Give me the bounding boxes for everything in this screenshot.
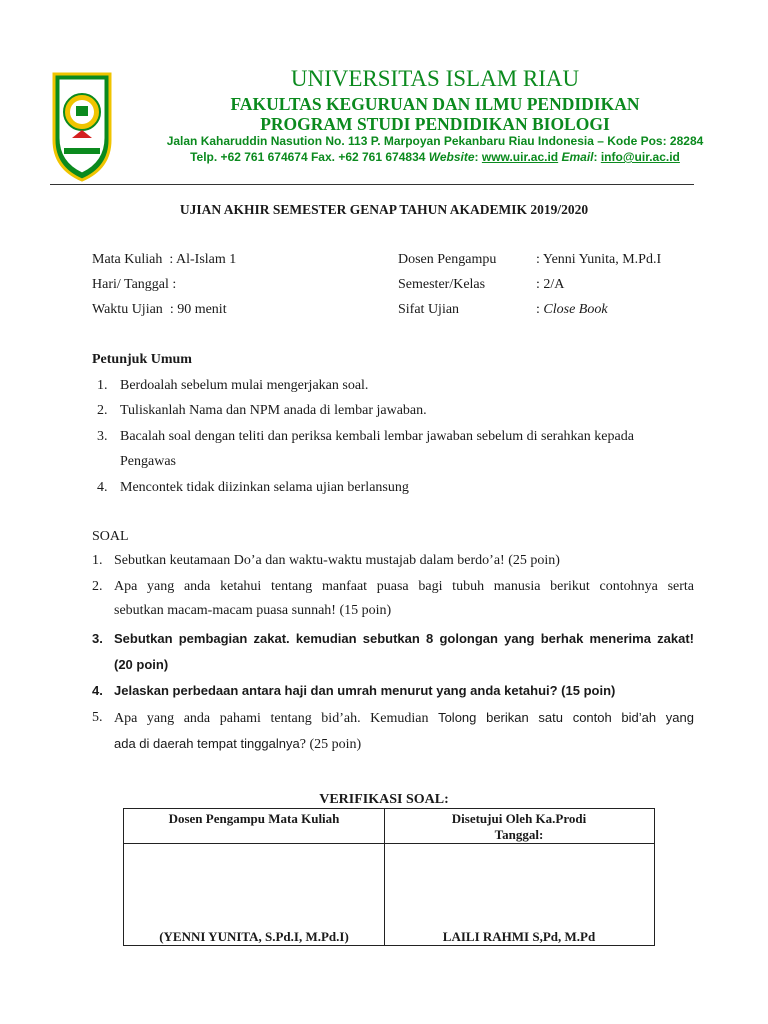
contact-line: Telp. +62 761 674674 Fax. +62 761 674834 Website: www.uir.ac.id Email: info@uir.ac.id [190, 150, 680, 164]
instruction-number: 2. [97, 403, 108, 418]
verification-left-header: Dosen Pengampu Mata Kuliah [168, 811, 340, 826]
instruction-item: Tuliskanlah Nama dan NPM anada di lembar jawaban. [120, 403, 427, 418]
info-sifat-label: Sifat Ujian [398, 302, 460, 317]
question-text-cont: sebutkan macam-macam puasa sunnah! (15 poin) [114, 603, 392, 618]
address-line: Jalan Kaharuddin Nasution No. 113 P. Marpoyan Pekanbaru Riau Indonesia – Kode Pos: 28284 [166, 134, 704, 148]
email-link[interactable]: info@uir.ac.id [600, 150, 680, 164]
question-text: Sebutkan pembagian zakat. kemudian sebutkan 8 golongan yang berhak menerima zakat! [114, 631, 694, 646]
instruction-item: Berdoalah sebelum mulai mengerjakan soal. [120, 378, 369, 393]
question-number: 3. [92, 631, 103, 646]
website-link[interactable]: www.uir.ac.id [481, 150, 559, 164]
instruction-number: 4. [97, 480, 108, 495]
question-text: Sebutkan keutamaan Do’a dan waktu-waktu mustajab dalam berdo’a! (25 poin) [114, 553, 560, 568]
info-dosen-value: : Yenni Yunita, M.Pd.I [536, 252, 662, 267]
questions-heading: SOAL [92, 529, 129, 544]
instruction-number: 1. [97, 378, 108, 393]
verification-title: VERIFIKASI SOAL: [319, 792, 449, 807]
info-dosen-label: Dosen Pengampu [398, 252, 497, 267]
instruction-number: 3. [97, 429, 108, 444]
verification-kaprodi-name: LAILI RAHMI S,Pd, M.Pd [442, 929, 596, 944]
info-sifat-value: : Close Book [536, 302, 608, 317]
info-hari-tanggal: Hari/ Tanggal : [92, 277, 177, 292]
uir-crest-logo [50, 70, 114, 182]
question-number: 5. [92, 710, 103, 725]
instructions-heading: Petunjuk Umum [92, 352, 192, 367]
university-name: UNIVERSITAS ISLAM RIAU [290, 66, 580, 91]
instruction-item-cont: Pengawas [120, 454, 176, 469]
question-number: 1. [92, 553, 103, 568]
info-mata-kuliah: Mata Kuliah : Al-Islam 1 [92, 252, 237, 267]
info-semester-label: Semester/Kelas [398, 277, 486, 292]
question-text-cont: ada di daerah tempat tinggalnya? (25 poin) [114, 736, 362, 752]
info-waktu-ujian: Waktu Ujian : 90 menit [92, 302, 227, 317]
faculty-name: FAKULTAS KEGURUAN DAN ILMU PENDIDIKAN [230, 94, 640, 114]
info-semester-value: : 2/A [536, 277, 565, 292]
verification-header-divider [123, 843, 655, 844]
program-name: PROGRAM STUDI PENDIDIKAN BIOLOGI [260, 114, 610, 134]
telp-fax: Telp. +62 761 674674 Fax. +62 761 674834 [190, 150, 429, 164]
verification-lecturer-name: (YENNI YUNITA, S.Pd.I, M.Pd.I) [159, 929, 349, 944]
question-text-cont: (20 poin) [114, 657, 169, 672]
question-text: Apa yang anda ketahui tentang manfaat puasa bagi tubuh manusia berikut contohnya serta [114, 579, 694, 594]
verification-right-header: Disetujui Oleh Ka.Prodi [451, 811, 587, 826]
website-label: Website [428, 150, 475, 164]
instruction-item: Mencontek tidak diizinkan selama ujian berlansung [120, 480, 409, 495]
exam-title: UJIAN AKHIR SEMESTER GENAP TAHUN AKADEMIK 2019/2020 [179, 202, 589, 217]
question-text: Jelaskan perbedaan antara haji dan umrah menurut yang anda ketahui? (15 poin) [114, 683, 616, 698]
question-text: Apa yang anda pahami tentang bid’ah. Kemudian Tolong berikan satu contoh bid’ah yang [114, 710, 695, 726]
email-label: Email [561, 150, 594, 164]
letterhead-divider [50, 184, 694, 185]
question-number: 2. [92, 579, 103, 594]
instruction-item: Bacalah soal dengan teliti dan periksa kembali lembar jawaban sebelum di serahkan kepada [120, 429, 634, 444]
question-number: 4. [92, 683, 103, 698]
verification-date-label: Tanggal: [494, 827, 544, 842]
